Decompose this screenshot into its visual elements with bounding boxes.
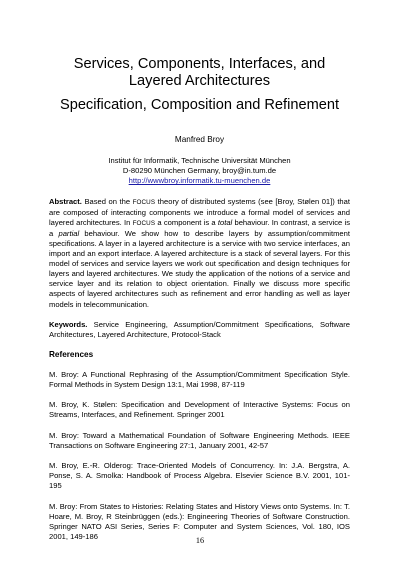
abstract-total: total (217, 217, 233, 227)
references-heading: References (49, 349, 94, 359)
author-affiliation (49, 156, 350, 187)
abstract-text-3: a component is a (155, 217, 218, 227)
abstract-partial: partial (58, 228, 80, 238)
abstract-text-5: behaviour. We show how to describe layers by assumption/commitment specifications. A layer in a layered architecture is a service with two service interfaces, an import and an export interface. A layered architecture is a stack of several layers. For this model of services and service layers we work out specification and design techniques for layers and layered architectures. We study the application of the notions of a service and service layer and its relation to object orientation. Finally we discuss more specific aspects of layered architectures such as refinement and error handling as well as layer models in telecommunication. (49, 228, 350, 309)
author-name: Manfred Broy (174, 135, 225, 144)
abstract-text-2: theory of distributed systems (see [Broy, Stølen 01]) that are composed of interacting components we introduce a formal model of services and layered architectures. In (49, 196, 350, 227)
affiliation-institute: Institut für Informatik, Technische Universität München (108, 156, 291, 165)
reference-item: M. Broy, E.-R. Olderog: Trace-Oriented Models of Concurrency. In: J.A. Bergstra, A. Ponse, S. A. Smolka: Handbook of Process Algebra. Elsevier Science B.V. 2001, 101-195 (49, 461, 350, 491)
keywords (49, 320, 350, 340)
page-number: 16 (195, 536, 205, 545)
abstract-text-4: behaviour. In contrast, a service is a (49, 217, 350, 238)
reference-item: M. Broy: A Functional Rephrasing of the Assumption/Commitment Specification Style. Formal Methods in System Design 13:1, Mai 1998, 87-119 (49, 369, 350, 390)
reference-item: M. Broy: Toward a Mathematical Foundation of Software Engineering Methods. IEEE Transactions on Software Engineering 27:1, January 2001, 42-57 (49, 430, 350, 450)
abstract-label: Abstract. (49, 196, 82, 206)
paper-title (49, 56, 350, 90)
abstract-focus-2: FOCUS (132, 219, 156, 227)
paper-subtitle: Specification, Composition and Refinement (59, 97, 340, 113)
title-line-2: Layered Architectures (128, 73, 271, 89)
affiliation-address: D-80290 München Germany, broy@in.tum.de (122, 166, 277, 176)
abstract (49, 197, 350, 310)
reference-item: M. Broy, K. Stølen: Specification and Development of Interactive Systems: Focus on Streams, Interfaces, and Refinement. Springer 2001 (49, 400, 350, 420)
title-line-1: Services, Components, Interfaces, and (73, 56, 326, 72)
reference-item: M. Broy: From States to Histories: Relating States and History Views onto Systems. In: T. Hoare, M. Broy, R Steinbrüggen (eds.): Engineering Theories of Software Construction. Springer NATO ASI Series, Series F: Computer and System Sciences, Vol. 180, IOS 2001, 149-186 (49, 501, 350, 542)
abstract-focus-1: FOCUS (132, 198, 156, 206)
affiliation-url-link[interactable]: http://wwwbroy.informatik.tu-muenchen.de (128, 176, 271, 186)
abstract-text-1: Based on the (81, 196, 133, 206)
keywords-label: Keywords. (49, 319, 88, 329)
keywords-text: Service Engineering, Assumption/Commitment Specifications, Software Architectures, Layered Architecture, Protocol-Stack (49, 319, 350, 339)
